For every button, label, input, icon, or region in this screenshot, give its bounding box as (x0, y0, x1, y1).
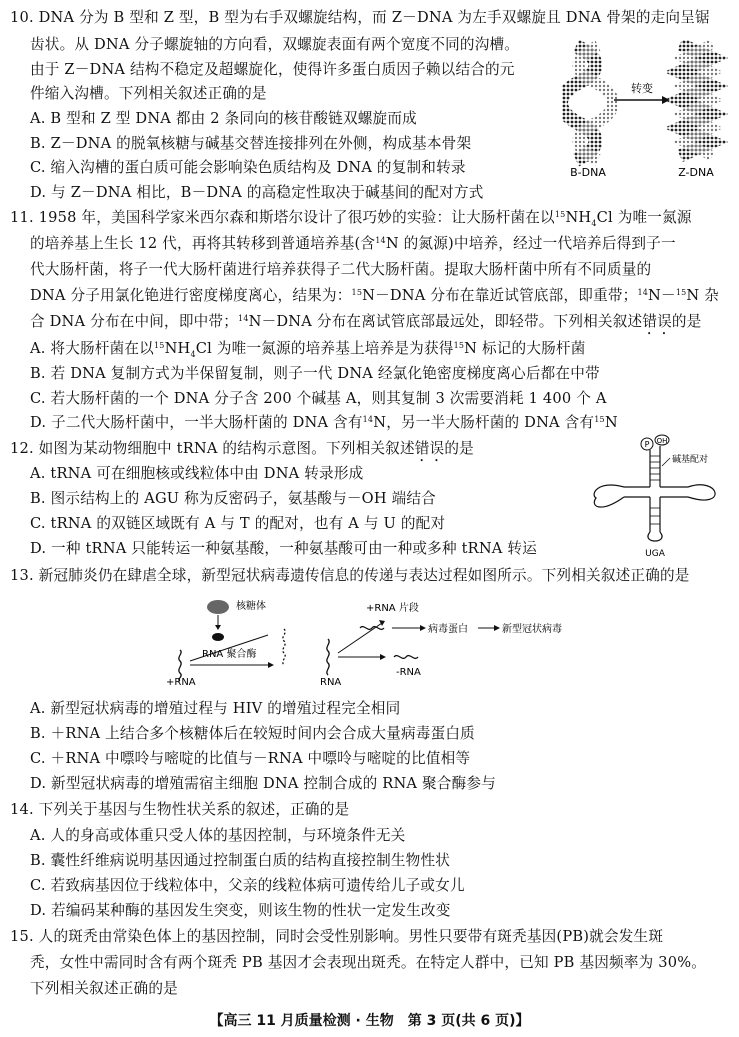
q11-option-a: A. 将大肠杆菌在以$^{15}NH_4Cl$ 为唯一氮源的培养基上培养是为获得$^{15}$N 标记的大肠杆菌 (30, 340, 586, 359)
z-dna-label: Z-DNA (678, 166, 714, 179)
minus-rna-strand-icon (394, 656, 418, 659)
anticodon-loop (648, 532, 662, 541)
oh-end-label: OH (656, 437, 668, 445)
q14-option-d: D. 若编码某种酶的基因发生突变，则该生物的性状一定发生改变 (30, 902, 451, 919)
q12-option-a: A. tRNA 可在细胞核或线粒体中由 DNA 转录形成 (30, 465, 364, 482)
fragment-strand-icon (360, 627, 384, 630)
t-arm-stem (660, 487, 688, 497)
rna-strand-icon (327, 639, 329, 675)
d-loop (594, 485, 624, 507)
ribosome-label: 核糖体 (236, 601, 266, 612)
q10-stem-line4: 件缩入沟槽。下列相关叙述正确的是 (30, 85, 267, 102)
q13-option-b: B. ＋RNA 上结合多个核糖体后在较短时间内会合成大量病毒蛋白质 (30, 725, 475, 742)
template-strand-icon (283, 629, 285, 665)
q11-stem-line1: 11. 1958 年，美国科学家米西尔森和斯塔尔设计了很巧妙的实验：让大肠杆菌在以$^{15}NH_4Cl$ 为唯一氮源 (10, 209, 692, 228)
ribosome-icon (207, 600, 229, 614)
polymerase-arrowhead-icon (268, 662, 274, 668)
anticodon-pairs (650, 508, 660, 524)
q10-option-a: A. B 型和 Z 型 DNA 都由 2 条同向的核苷酸链双螺旋而成 (30, 110, 417, 127)
q11-stem-line5: 合 DNA 分布在中间，即中带；$^{14}$N－DNA 分布在离试管底部最远处，即轻带。下列相关叙述错误的是 (30, 313, 702, 330)
arrow-label: 转变 (631, 82, 653, 95)
q11-stem-line4: DNA 分子用氯化铯进行密度梯度离心，结果为：$^{15}$N－DNA 分布在靠近试管底部，即重带；$^{14}$N－$^{15}$N 杂 (30, 287, 720, 304)
q12-option-d: D. 一种 tRNA 只能转运一种氨基酸，一种氨基酸可由一种或多种 tRNA 转运 (30, 540, 537, 557)
q15-stem-line3: 下列相关叙述正确的是 (30, 980, 178, 997)
q10-option-b: B. Z－DNA 的脱氧核糖与碱基交替连接排列在外侧，构成基本骨架 (30, 135, 472, 152)
protein-label: 病毒蛋白 (428, 624, 468, 635)
minus-arrowhead-icon (380, 654, 386, 660)
q15-stem-line1: 15. 人的斑秃由常染色体上的基因控制，同时会受性别影响。男性只要带有斑秃基因(PB)就会发生斑 (10, 928, 664, 945)
d-arm-stem (624, 487, 650, 497)
fragment-label: +RNA 片段 (366, 603, 419, 614)
q13-option-a: A. 新型冠状病毒的增殖过程与 HIV 的增殖过程完全相同 (30, 700, 401, 717)
ribosome-arrowhead-icon (215, 625, 221, 630)
b-dna-label: B-DNA (570, 166, 606, 179)
q13-stem: 13. 新冠肺炎仍在肆虐全球，新型冠状病毒遗传信息的传递与表达过程如图所示。下列相关叙述正确的是 (10, 567, 690, 584)
acceptor-pairs (650, 456, 660, 480)
q10-option-d: D. 与 Z－DNA 相比，B－DNA 的高稳定性取决于碱基间的配对方式 (30, 184, 484, 201)
q14-stem: 14. 下列关于基因与生物性状关系的叙述，正确的是 (10, 801, 350, 818)
dna-conversion-figure (562, 40, 732, 180)
q10-stem-line1: 10. DNA 分为 B 型和 Z 型，B 型为右手双螺旋结构，而 Z－DNA 为左手双螺旋且 DNA 骨架的走向呈锯 (10, 9, 710, 26)
virus-arrowhead-icon (494, 625, 500, 631)
page-footer: 【高三 11 月质量检测 · 生物 第 3 页(共 6 页)】 (209, 1013, 530, 1029)
q12-stem: 12. 如图为某动物细胞中 tRNA 的结构示意图。下列相关叙述错误的是 (10, 440, 474, 457)
anticodon-label: UGA (645, 549, 665, 559)
q10-stem-line3: 由于 Z－DNA 结构不稳定及超螺旋化，使得许多蛋白质因子赖以结合的元 (30, 61, 515, 78)
fragment-arrowhead-icon (379, 620, 385, 626)
t-loop (688, 485, 715, 500)
q11-stem-line3: 代大肠杆菌，将子一代大肠杆菌进行培养获得子二代大肠杆菌。提取大肠杆菌中所有不同质量的 (30, 261, 652, 278)
q15-stem-line2: 秃，女性中需同时含有两个斑秃 PB 基因才会表现出斑秃。在特定人群中，已知 PB 基因频率为 30%。 (30, 954, 707, 971)
b-dna-helix-icon (562, 46, 613, 160)
q10-option-c: C. 缩入沟槽的蛋白质可能会影响染色质结构及 DNA 的复制和转录 (30, 159, 466, 176)
q13-option-c: C. ＋RNA 中嘌呤与嘧啶的比值与－RNA 中嘌呤与嘧啶的比值相等 (30, 750, 471, 767)
q11-option-d: D. 子二代大肠杆菌中，一半大肠杆菌的 DNA 含有$^{14}$N，另一半大肠杆菌的 DNA 含有$^{15}$N (30, 414, 618, 431)
virus-label: 新型冠状病毒 (502, 624, 562, 635)
rna-polymerase-label: RNA 聚合酶 (202, 649, 257, 660)
q11-option-b: B. 若 DNA 复制方式为半保留复制，则子一代 DNA 经氯化铯密度梯度离心后都在中带 (30, 365, 600, 382)
q13-option-d: D. 新型冠状病毒的增殖需宿主细胞 DNA 控制合成的 RNA 聚合酶参与 (30, 775, 496, 792)
z-dna-helix-icon (680, 44, 712, 156)
virus-replication-figure (160, 595, 600, 687)
q11-stem-line2: 的培养基上生长 12 代，再将其转移到普通培养基(含$^{14}$N 的氮源)中培养，经过一代培养后得到子一 (30, 235, 676, 252)
rna-label: RNA (320, 677, 342, 687)
trna-structure-figure (590, 432, 730, 562)
q11-option-c: C. 若大肠杆菌的一个 DNA 分子含 200 个碱基 A，则其复制 3 次需要消耗 1 400 个 A (30, 390, 607, 407)
q12-option-c: C. tRNA 的双链区域既有 A 与 T 的配对，也有 A 与 U 的配对 (30, 515, 446, 532)
q14-option-c: C. 若致病基因位于线粒体中，父亲的线粒体病可遗传给儿子或女儿 (30, 877, 465, 894)
enzyme-icon (212, 633, 224, 641)
minus-rna-label: -RNA (396, 667, 421, 678)
q14-option-b: B. 囊性纤维病说明基因通过控制蛋白质的结构直接控制生物性状 (30, 852, 451, 869)
phosphate-label: P (644, 440, 650, 449)
plus-rna-label: +RNA (166, 677, 196, 687)
q12-option-b: B. 图示结构上的 AGU 称为反密码子，氨基酸与－OH 端结合 (30, 490, 436, 507)
q10-stem-line2: 齿状。从 DNA 分子螺旋轴的方向看，双螺旋表面有两个宽度不同的沟槽。 (30, 36, 520, 53)
protein-arrowhead-icon (420, 625, 426, 631)
pair-pointer-line (662, 458, 670, 466)
base-pairing-label: 碱基配对 (672, 455, 709, 465)
q14-option-a: A. 人的身高或体重只受人体的基因控制，与环境条件无关 (30, 827, 406, 844)
